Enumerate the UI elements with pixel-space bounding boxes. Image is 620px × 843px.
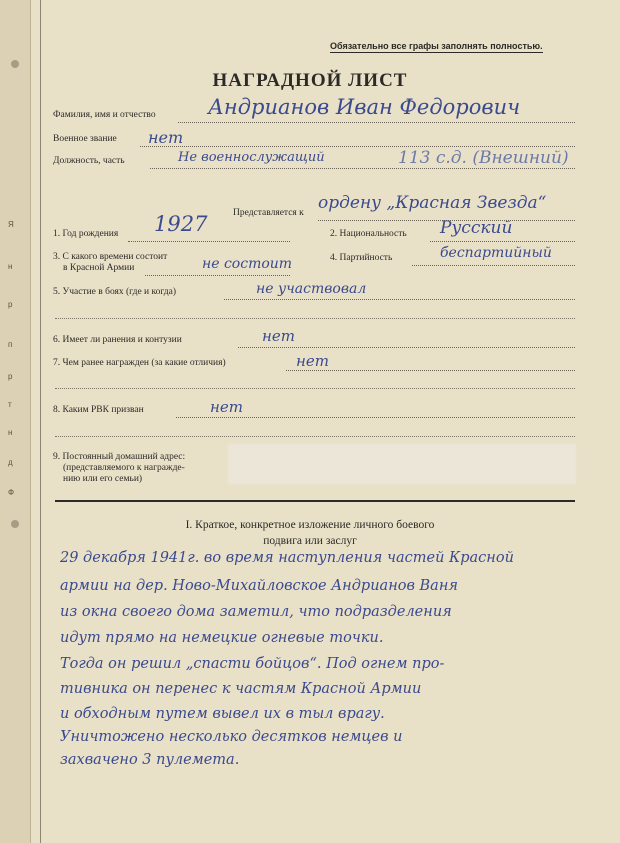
field-line bbox=[430, 241, 575, 242]
rvk-value: нет bbox=[210, 398, 243, 416]
narrative-line: Тогда он решил „спасти бойцов“. Под огнем про- bbox=[60, 656, 445, 672]
position-value: Не военнослужащий bbox=[178, 150, 325, 165]
binding-strip bbox=[0, 0, 31, 843]
margin-letter: Я bbox=[8, 220, 14, 229]
rank-label: Военное звание bbox=[53, 134, 117, 144]
narrative-line: тивника он перенес к частям Красной Армии bbox=[60, 681, 422, 697]
nationality-value: Русский bbox=[440, 218, 513, 238]
field-line bbox=[224, 299, 575, 300]
wounds-value: нет bbox=[262, 327, 295, 345]
margin-letter: р bbox=[8, 300, 13, 309]
party-label: 4. Партийность bbox=[330, 253, 393, 263]
narrative-line: из окна своего дома заметил, что подразделения bbox=[60, 604, 452, 620]
nationality-label: 2. Национальность bbox=[330, 229, 407, 239]
margin-letter: н bbox=[8, 428, 13, 437]
field-line bbox=[150, 168, 575, 169]
service-since-label-cont: в Красной Армии bbox=[63, 263, 135, 273]
field-line bbox=[286, 370, 575, 371]
redacted-address bbox=[228, 444, 576, 484]
section-heading-cont: подвига или заслуг bbox=[263, 535, 357, 547]
margin-letter: д bbox=[8, 458, 13, 467]
narrative-line: и обходным путем вывел их в тыл врагу. bbox=[60, 706, 385, 722]
battles-value: не участвовал bbox=[256, 281, 367, 297]
section-heading: I. Краткое, конкретное изложение личного боевого bbox=[185, 519, 435, 531]
birth-year-value: 1927 bbox=[154, 212, 208, 236]
name-value: Андрианов Иван Федорович bbox=[208, 95, 521, 119]
party-value: беспартийный bbox=[440, 245, 552, 261]
document-title: НАГРАДНОЙ ЛИСТ bbox=[212, 70, 408, 91]
address-label-cont: нию или его семьи) bbox=[63, 474, 143, 484]
margin-letter: н bbox=[8, 262, 13, 271]
margin-letter: п bbox=[8, 340, 13, 349]
narrative-line: армии на дер. Ново-Михайловское Андрианов Ваня bbox=[60, 578, 458, 594]
nominated-value: ордену „Красная Звезда“ bbox=[318, 193, 547, 213]
narrative-line: 29 декабря 1941г. во время наступления частей Красной bbox=[60, 550, 514, 566]
field-line bbox=[128, 241, 290, 242]
awards-label: 7. Чем ранее награжден (за какие отличия) bbox=[53, 358, 226, 368]
rvk-label: 8. Каким РВК призван bbox=[53, 405, 144, 415]
field-line bbox=[140, 146, 575, 147]
address-label-cont: (представляемого к награжде- bbox=[63, 463, 185, 473]
unit-value: 113 с.д. (Внешний) bbox=[398, 148, 569, 168]
field-line bbox=[178, 122, 575, 123]
fill-all-fields-notice: Обязательно все графы заполнять полностью. bbox=[330, 41, 543, 51]
section-divider bbox=[55, 500, 575, 502]
position-label: Должность, часть bbox=[53, 156, 125, 166]
nominated-label: Представляется к bbox=[233, 208, 304, 218]
blank-line bbox=[55, 318, 575, 319]
wounds-label: 6. Имеет ли ранения и контузии bbox=[53, 335, 182, 345]
narrative-line: идут прямо на немецкие огневые точки. bbox=[60, 630, 384, 646]
margin-letter: Ф bbox=[8, 488, 15, 497]
blank-line bbox=[55, 436, 575, 437]
narrative-line: Уничтожено несколько десятков немцев и bbox=[60, 729, 403, 745]
service-since-value: не состоит bbox=[202, 256, 293, 272]
rank-value: нет bbox=[148, 128, 184, 147]
field-line bbox=[238, 347, 575, 348]
awards-value: нет bbox=[296, 352, 329, 370]
punch-hole bbox=[11, 60, 19, 68]
margin-letter: р bbox=[8, 372, 13, 381]
blank-line bbox=[55, 388, 575, 389]
margin-letter: т bbox=[8, 400, 12, 409]
battles-label: 5. Участие в боях (где и когда) bbox=[53, 287, 177, 297]
birth-year-label: 1. Год рождения bbox=[53, 229, 119, 239]
address-label: 9. Постоянный домашний адрес: bbox=[53, 452, 186, 462]
service-since-label: 3. С какого времени состоит bbox=[53, 252, 168, 262]
field-line bbox=[412, 265, 575, 266]
name-label: Фамилия, имя и отчество bbox=[53, 110, 156, 120]
field-line bbox=[145, 275, 290, 276]
margin-line bbox=[40, 0, 41, 843]
narrative-line: захвачено 3 пулемета. bbox=[60, 752, 240, 768]
field-line bbox=[176, 417, 575, 418]
